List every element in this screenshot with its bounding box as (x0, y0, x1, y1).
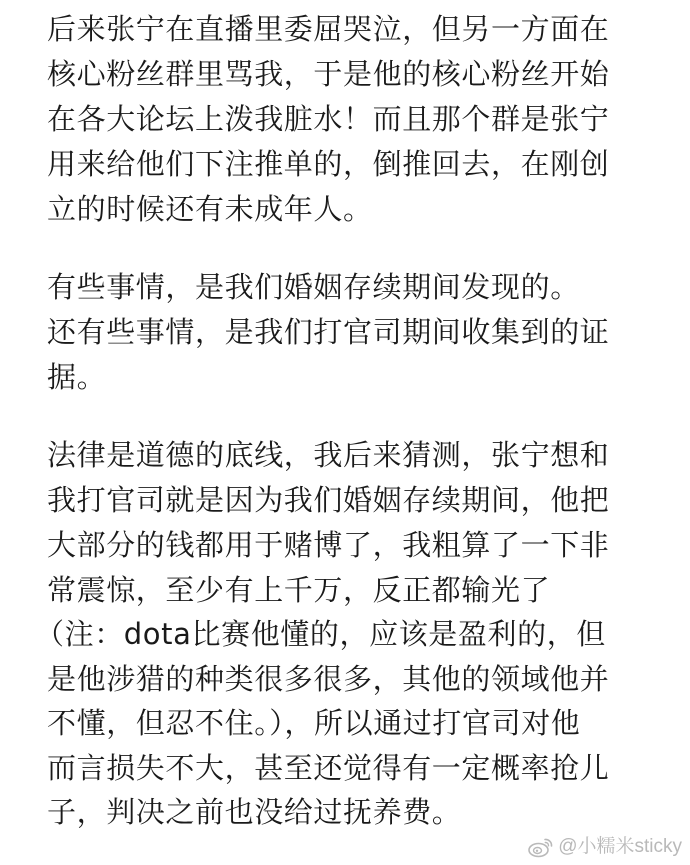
text-line: 立的时候还有未成年人。 (47, 192, 373, 226)
text-line: 子，判决之前也没给过抚养费。 (47, 795, 462, 829)
text-line: 常震惊，至少有上千万，反正都输光了 (47, 573, 551, 607)
text-line: 在各大论坛上泼我脏水！而且那个群是张宁 (47, 102, 610, 136)
text-line: 大部分的钱都用于赌博了，我粗算了一下非 (47, 528, 610, 562)
text-line: 法律是道德的底线，我后来猜测，张宁想和 (47, 438, 610, 472)
text-line: 还有些事情，是我们打官司期间收集到的证 (47, 315, 610, 349)
text-line: 核心粉丝群里骂我，于是他的核心粉丝开始 (47, 57, 610, 91)
watermark-text: @小糯米sticky (558, 836, 682, 857)
text-line: （注：dota比赛他懂的，应该是盈利的，但 (35, 617, 606, 651)
text-line: 后来张宁在直播里委屈哭泣，但另一方面在 (47, 12, 610, 46)
text-line: 而言损失不大，甚至还觉得有一定概率抢儿 (47, 751, 610, 785)
weibo-icon (528, 836, 554, 858)
text-line: 用来给他们下注推单的，倒推回去，在刚创 (47, 147, 610, 181)
watermark (528, 835, 682, 859)
text-line: 我打官司就是因为我们婚姻存续期间，他把 (47, 483, 610, 517)
text-line: 据。 (47, 360, 107, 394)
text-line: 有些事情，是我们婚姻存续期间发现的。 (47, 270, 580, 304)
text-line: 是他涉猎的种类很多很多，其他的领域他并 (47, 662, 610, 696)
text-line: 不懂，但忍不住。），所以通过打官司对他 (47, 706, 581, 740)
